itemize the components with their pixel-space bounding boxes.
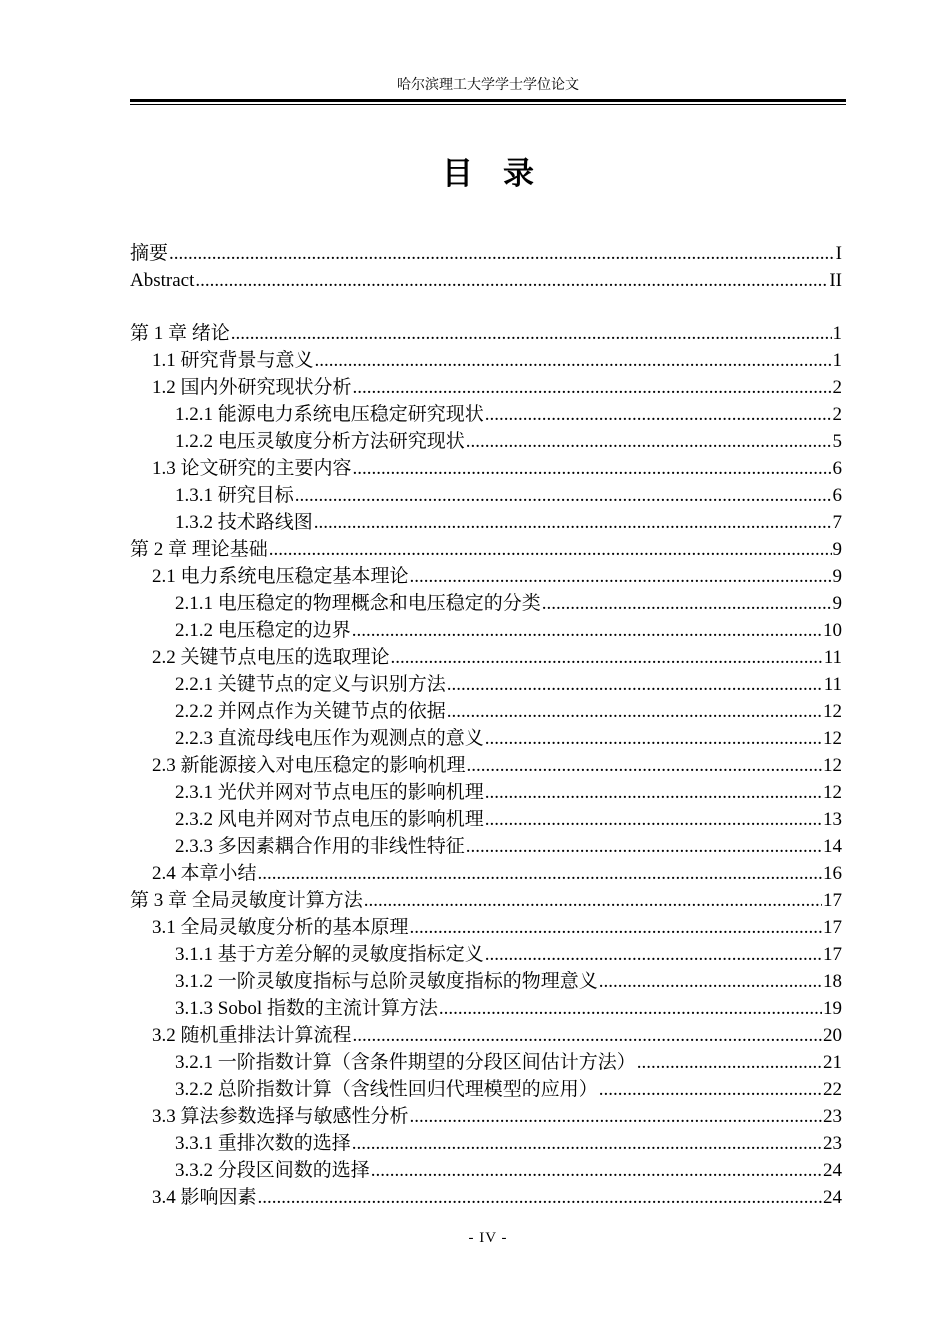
toc-entry-page: 12: [823, 755, 842, 776]
toc-entry-page: 2: [832, 404, 842, 425]
toc-entry[interactable]: [130, 401, 842, 428]
toc-entry-page: 16: [823, 863, 842, 884]
dot-leader: [447, 671, 823, 698]
toc-entry[interactable]: [130, 1022, 842, 1049]
toc-entry[interactable]: [130, 968, 842, 995]
dot-leader: [231, 320, 832, 347]
toc-entry-page: 23: [823, 1133, 842, 1154]
dot-leader: [410, 563, 832, 590]
dot-leader: [195, 267, 828, 294]
toc-entry[interactable]: [130, 887, 842, 914]
toc-entry-page: 6: [832, 458, 842, 479]
toc-entry-title: 摘要: [130, 243, 169, 264]
toc-entry-page: 21: [823, 1052, 842, 1073]
dot-leader: [315, 347, 832, 374]
dot-leader: [485, 725, 822, 752]
toc-entry-page: 1: [832, 323, 842, 344]
toc-entry-title: 1.2.2 电压灵敏度分析方法研究现状: [175, 431, 465, 452]
dot-leader: [391, 644, 823, 671]
toc-entry[interactable]: [130, 347, 842, 374]
toc-entry-title: 3.1.2 一阶灵敏度指标与总阶灵敏度指标的物理意义: [175, 971, 598, 992]
dot-leader: [439, 995, 822, 1022]
toc-entry-title: 3.1.1 基于方差分解的灵敏度指标定义: [175, 944, 484, 965]
toc-entry-title: 3.2.2 总阶指数计算（含线性回归代理模型的应用）: [175, 1079, 598, 1100]
toc-entry-title: 2.2 关键节点电压的选取理论: [152, 647, 390, 668]
dot-leader: [258, 1184, 822, 1211]
toc-entry-title: 3.1 全局灵敏度分析的基本原理: [152, 917, 409, 938]
toc-entry-title: 1.2.1 能源电力系统电压稳定研究现状: [175, 404, 484, 425]
dot-leader: [599, 968, 822, 995]
toc-entry-title: 1.3 论文研究的主要内容: [152, 458, 352, 479]
toc-entry[interactable]: [130, 671, 842, 698]
dot-leader: [371, 1157, 822, 1184]
dot-leader: [542, 590, 832, 617]
toc-entry[interactable]: [130, 590, 842, 617]
toc-entry-title: 第 1 章 绪论: [130, 323, 230, 344]
dot-leader: [353, 455, 832, 482]
toc-entry-title: 3.2 随机重排法计算流程: [152, 1025, 352, 1046]
toc-entry[interactable]: [130, 1049, 842, 1076]
toc-entry-page: 11: [823, 647, 842, 668]
toc-entry[interactable]: [130, 806, 842, 833]
toc-entry-page: 1: [832, 350, 842, 371]
toc-entry[interactable]: [130, 509, 842, 536]
toc-entry-page: 11: [823, 674, 842, 695]
toc-entry-title: 2.3.2 风电并网对节点电压的影响机理: [175, 809, 484, 830]
toc-entry-title: 2.1.2 电压稳定的边界: [175, 620, 351, 641]
toc-entry[interactable]: [130, 1103, 842, 1130]
dot-leader: [258, 860, 822, 887]
toc-entry[interactable]: [130, 1157, 842, 1184]
toc-entry-title: 3.3.2 分段区间数的选择: [175, 1160, 370, 1181]
dot-leader: [447, 698, 822, 725]
toc-entry-page: 5: [832, 431, 842, 452]
toc-entry-page: 14: [823, 836, 842, 857]
toc-entry-page: 2: [832, 377, 842, 398]
toc-entry-title: 3.2.1 一阶指数计算（含条件期望的分段区间估计方法）: [175, 1052, 636, 1073]
toc-entry-title: 3.3 算法参数选择与敏感性分析: [152, 1106, 409, 1127]
dot-leader: [466, 428, 832, 455]
toc-entry[interactable]: [130, 482, 842, 509]
table-of-contents: [130, 240, 842, 1211]
toc-entry-page: 23: [823, 1106, 842, 1127]
toc-entry-page: 12: [823, 701, 842, 722]
header-rule-thin: [130, 104, 846, 105]
toc-entry-title: 1.3.1 研究目标: [175, 485, 294, 506]
toc-entry[interactable]: [130, 860, 842, 887]
toc-entry-title: 2.4 本章小结: [152, 863, 257, 884]
dot-leader: [314, 509, 832, 536]
toc-entry[interactable]: [130, 1130, 842, 1157]
toc-entry-title: 2.1.1 电压稳定的物理概念和电压稳定的分类: [175, 593, 541, 614]
toc-entry[interactable]: [130, 374, 842, 401]
toc-entry[interactable]: [130, 779, 842, 806]
toc-entry-page: 13: [823, 809, 842, 830]
dot-leader: [599, 1076, 822, 1103]
header-rule-thick: [130, 99, 846, 102]
toc-entry[interactable]: [130, 563, 842, 590]
dot-leader: [466, 833, 822, 860]
toc-entry[interactable]: [130, 833, 842, 860]
dot-leader: [352, 617, 822, 644]
dot-leader: [169, 240, 835, 267]
toc-entry-page: 19: [823, 998, 842, 1019]
toc-entry-title: 2.2.1 关键节点的定义与识别方法: [175, 674, 446, 695]
toc-entry-page: 24: [823, 1187, 842, 1208]
toc-entry[interactable]: [130, 725, 842, 752]
dot-leader: [364, 887, 822, 914]
toc-entry[interactable]: [130, 536, 842, 563]
toc-entry-page: 9: [832, 566, 842, 587]
toc-entry-page: 22: [823, 1079, 842, 1100]
dot-leader: [467, 752, 822, 779]
dot-leader: [269, 536, 832, 563]
dot-leader: [410, 914, 822, 941]
toc-entry-title: 3.4 影响因素: [152, 1187, 257, 1208]
toc-entry[interactable]: [130, 267, 842, 294]
toc-entry[interactable]: [130, 941, 842, 968]
toc-entry-title: 2.2.3 直流母线电压作为观测点的意义: [175, 728, 484, 749]
toc-entry-title: 第 2 章 理论基础: [130, 539, 268, 560]
toc-entry[interactable]: [130, 617, 842, 644]
toc-entry[interactable]: [130, 1076, 842, 1103]
toc-entry[interactable]: [130, 455, 842, 482]
toc-entry-title: 2.3 新能源接入对电压稳定的影响机理: [152, 755, 466, 776]
dot-leader: [485, 779, 822, 806]
dot-leader: [637, 1049, 822, 1076]
dot-leader: [353, 1022, 822, 1049]
toc-entry-title: 2.3.3 多因素耦合作用的非线性特征: [175, 836, 465, 857]
toc-entry-title: Abstract: [130, 270, 195, 291]
toc-entry-page: 6: [832, 485, 842, 506]
dot-leader: [485, 806, 822, 833]
toc-entry-title: 3.3.1 重排次数的选择: [175, 1133, 351, 1154]
toc-entry-title: 2.3.1 光伏并网对节点电压的影响机理: [175, 782, 484, 803]
toc-entry-title: 1.3.2 技术路线图: [175, 512, 313, 533]
toc-entry-title: 2.2.2 并网点作为关键节点的依据: [175, 701, 446, 722]
toc-entry[interactable]: [130, 320, 842, 347]
toc-entry-page: 17: [823, 944, 842, 965]
toc-entry-title: 第 3 章 全局灵敏度计算方法: [130, 890, 363, 911]
dot-leader: [352, 1130, 822, 1157]
toc-entry-page: I: [835, 243, 842, 264]
dot-leader: [485, 401, 832, 428]
toc-entry[interactable]: [130, 914, 842, 941]
toc-entry-title: 1.2 国内外研究现状分析: [152, 377, 352, 398]
toc-entry[interactable]: [130, 428, 842, 455]
toc-entry-page: 9: [832, 539, 842, 560]
toc-title: 目录: [442, 156, 564, 192]
toc-entry[interactable]: [130, 1184, 842, 1211]
toc-entry-page: II: [829, 270, 842, 291]
toc-entry-page: 10: [823, 620, 842, 641]
toc-entry-page: 12: [823, 782, 842, 803]
toc-entry-page: 24: [823, 1160, 842, 1181]
page-header: 哈尔滨理工大学学士学位论文: [397, 78, 579, 93]
toc-entry-title: 2.1 电力系统电压稳定基本理论: [152, 566, 409, 587]
toc-entry-page: 9: [832, 593, 842, 614]
toc-entry-title: 1.1 研究背景与意义: [152, 350, 314, 371]
toc-entry-page: 7: [832, 512, 842, 533]
toc-entry[interactable]: [130, 240, 842, 267]
toc-entry[interactable]: [130, 698, 842, 725]
toc-entry-page: 18: [823, 971, 842, 992]
dot-leader: [295, 482, 832, 509]
toc-entry-title: 3.1.3 Sobol 指数的主流计算方法: [175, 998, 438, 1019]
toc-entry-page: 20: [823, 1025, 842, 1046]
toc-entry[interactable]: [130, 752, 842, 779]
toc-entry-page: 12: [823, 728, 842, 749]
dot-leader: [485, 941, 822, 968]
toc-entry[interactable]: [130, 995, 842, 1022]
toc-entry-page: 17: [823, 890, 842, 911]
toc-entry-page: 17: [823, 917, 842, 938]
toc-entry[interactable]: [130, 644, 842, 671]
page-number: - IV -: [468, 1230, 508, 1246]
dot-leader: [353, 374, 832, 401]
dot-leader: [410, 1103, 822, 1130]
